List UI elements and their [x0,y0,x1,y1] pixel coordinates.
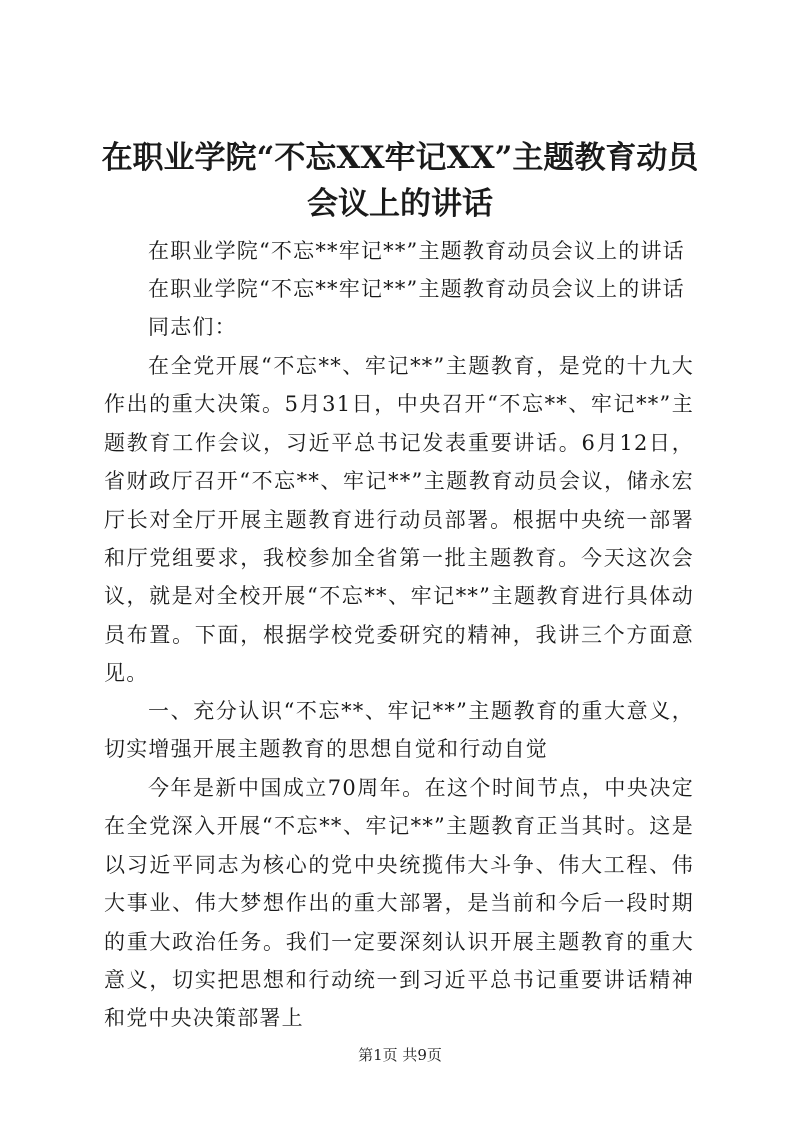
document-title-line-1: 在职业学院“不忘XX牢记XX”主题教育动员 [101,140,699,176]
document-title-line-2: 会议上的讲话 [307,186,493,222]
paragraph-section-1-body: 今年是新中国成立70周年。在这个时间节点，中央决定在全党深入开展“不忘**、牢记**”主题教育正当其时。这是以习近平同志为核心的党中央统揽伟大斗争、伟大工程、伟大事业、伟大梦想作出的重大部署，是当前和今后一段时期的重大政治任务。我们一定要深刻认识开展主题教育的重大意义，切实把思想和行动统一到习近平总书记重要讲话精神和党中央决策部署上 [104,776,694,1031]
section-heading-1: 一、充分认识“不忘**、牢记**”主题教育的重大意义，切实增强开展主题教育的思想自觉和行动自觉 [104,699,694,762]
paragraph-subtitle-2: 在职业学院“不忘**牢记**”主题教育动员会议上的讲话 [148,277,685,301]
paragraph-salutation: 同志们： [148,315,237,339]
paragraph-subtitle-1: 在职业学院“不忘**牢记**”主题教育动员会议上的讲话 [148,239,685,263]
page-number-footer: 第1页 共9页 [358,1046,442,1064]
paragraph-introduction: 在全党开展“不忘**、牢记**”主题教育，是党的十九大作出的重大决策。5月31日，中央召开“不忘**、牢记**”主题教育工作会议，习近平总书记发表重要讲话。6月12日，省财政厅召开“不忘**、牢记**”主题教育动员会议，储永宏厅长对全厅开展主题教育进行动员部署。根据中央统一部署和厅党组要求，我校参加全省第一批主题教育。今天这次会议，就是对全校开展“不忘**、牢记**”主题教育进行具体动员布置。下面，根据学校党委研究的精神，我讲三个方面意见。 [104,354,694,686]
